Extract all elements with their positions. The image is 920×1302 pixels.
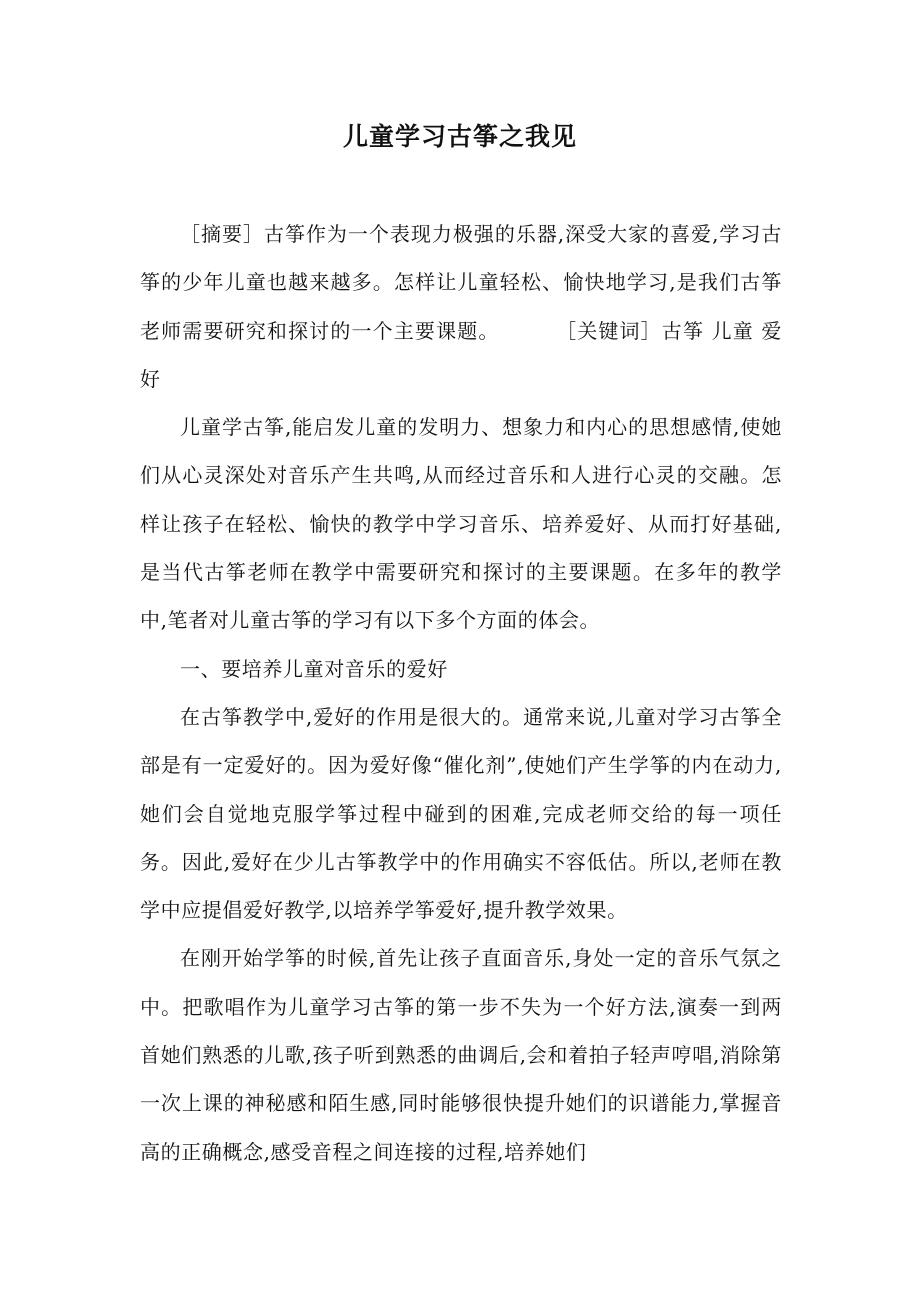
body-paragraph-3: 在刚开始学筝的时候,首先让孩子直面音乐,身处一定的音乐气氛之中。把歌唱作为儿童学习古筝的第一步不失为一个好方法,演奏一到两首她们熟悉的儿歌,孩子听到熟悉的曲调后,会和着拍子轻声哼唱,消除第一次上课的神秘感和陌生感,同时能够很快提升她们的识谱能力,掌握音高的正确概念,感受音程之间连接的过程,培养她们 [140, 946, 782, 1164]
section-heading-1: 一、要培养儿童对音乐的爱好 [180, 656, 448, 681]
body-paragraph-1: 儿童学古筝,能启发儿童的发明力、想象力和内心的思想感情,使她们从心灵深处对音乐产生共鸣,从而经过音乐和人进行心灵的交融。怎样让孩子在轻松、愉快的教学中学习音乐、培养爱好、从而打好基础,是当代古筝老师在教学中需要研究和探讨的主要课题。在多年的教学中,笔者对儿童古筝的学习有以下多个方面的体会。 [140, 415, 782, 633]
body-paragraph-2: 在古筝教学中,爱好的作用是很大的。通常来说,儿童对学习古筝全部是有一定爱好的。因为爱好像“催化剂”,使她们产生学筝的内在动力,她们会自觉地克服学筝过程中碰到的困难,完成老师交给的每一项任务。因此,爱好在少儿古筝教学中的作用确实不容低估。所以,老师在教学中应提倡爱好教学,以培养学筝爱好,提升教学效果。 [140, 704, 782, 923]
abstract-text: ［摘要］古筝作为一个表现力极强的乐器,深受大家的喜爱,学习古筝的少年儿童也越来越多。怎样让儿童轻松、愉快地学习,是我们古筝老师需要研究和探讨的一个主要课题。 [140, 222, 782, 343]
abstract-paragraph [140, 210, 782, 403]
keywords-text: ［关键词］古筝 儿童 爱好 [140, 318, 782, 391]
document-body [140, 210, 782, 1176]
document-title: 儿童学习古筝之我见 [342, 122, 577, 151]
